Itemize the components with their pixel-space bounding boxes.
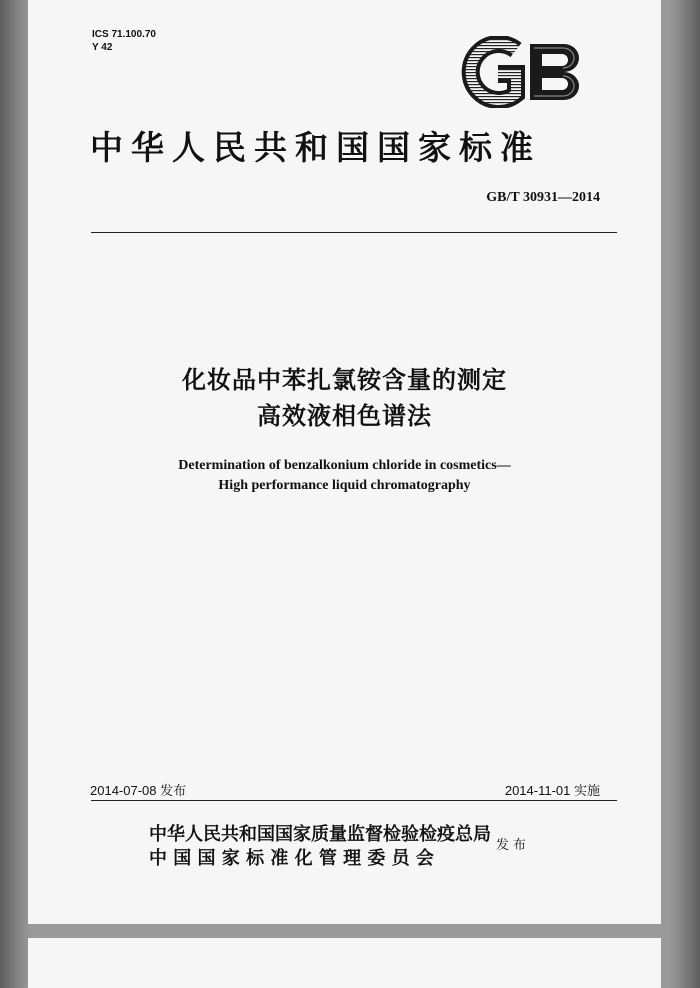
ics-code: ICS 71.100.70 bbox=[92, 29, 156, 40]
gb-logo-icon bbox=[458, 36, 588, 108]
issuer-line2: 中 国 国 家 标 准 化 管 理 委 员 会 bbox=[149, 848, 434, 869]
chinese-title-line1: 化妆品中苯扎氯铵含量的测定 bbox=[182, 366, 507, 394]
footer-divider bbox=[91, 800, 617, 801]
issue-label: 发布 bbox=[496, 838, 531, 853]
english-title-line2: High performance liquid chromatography bbox=[218, 478, 471, 493]
english-title-line1: Determination of benzalkonium chloride in cosmetics— bbox=[178, 458, 511, 473]
standard-cover-page bbox=[28, 0, 661, 924]
next-page-edge bbox=[28, 938, 661, 988]
classification-codes bbox=[92, 28, 156, 54]
issue-date: 2014-07-08 发布 bbox=[90, 783, 187, 798]
header-divider bbox=[91, 232, 617, 233]
chinese-title-line2: 高效液相色谱法 bbox=[257, 402, 432, 430]
implementation-date: 2014-11-01 实施 bbox=[504, 783, 600, 798]
category-code: Y 42 bbox=[92, 42, 113, 53]
issuer-line1: 中华人民共和国国家质量监督检验检疫总局 bbox=[149, 824, 491, 845]
issuing-authority-title: 中华人民共和国国家标准 bbox=[90, 128, 541, 167]
standard-number: GB/T 30931—2014 bbox=[486, 190, 600, 205]
